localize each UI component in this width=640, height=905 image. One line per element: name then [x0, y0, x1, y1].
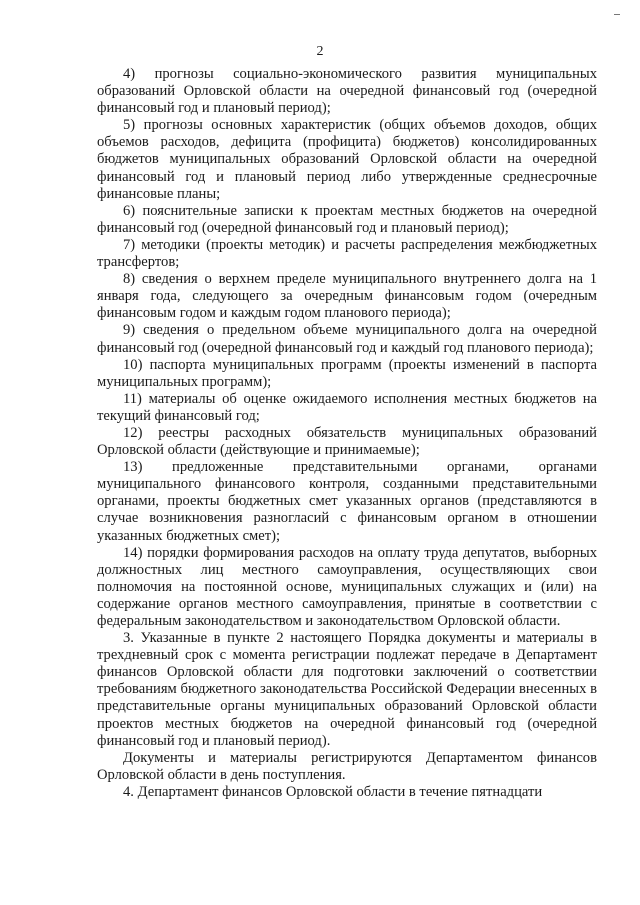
paragraph-section-4: 4. Департамент финансов Орловской области в течение пятнадцати — [123, 783, 543, 800]
document-body — [97, 66, 597, 801]
paragraph-item-10: 10) паспорта муниципальных программ (проекты изменений в паспорта муниципальных программ); — [97, 356, 597, 390]
paragraph-item-6: 6) пояснительные записки к проектам местных бюджетов на очередной финансовый год (очередной финансовый год и плановый период); — [97, 202, 597, 236]
paragraph-item-8: 8) сведения о верхнем пределе муниципального внутреннего долга на 1 января года, следующего за очередным финансовым годом (очередным финансовым годом и каждым годом планового периода); — [97, 271, 597, 322]
paragraph-item-13: 13) предложенные представительными органами, органами муниципального финансового контроля, созданными представительными органами, проекты бюджетных смет указанных органов (представляются в случае возникновения разногласий с финансовым органом в отношении указанных бюджетных смет); — [97, 459, 597, 544]
paragraph-section-3: 3. Указанные в пункте 2 настоящего Порядка документы и материалы в трехдневный срок с момента регистрации подлежат передаче в Департамент финансов Орловской области для подготовки заключений о соответствии требованиям бюджетного законодательства Российской Федерации внесенных в представительные органы муниципальных образований Орловской области проектов местных бюджетов на очередной финансовый год (очередной финансовый год и плановый период). — [97, 630, 597, 749]
paragraph-item-5: 5) прогнозы основных характеристик (общих объемов доходов, общих объемов расходов, дефицита (профицита) бюджетов) консолидированных бюджетов муниципальных образований Орловской области на очередной финансовый год и плановый период либо утвержденные среднесрочные финансовые планы; — [97, 117, 597, 202]
corner-mark — [614, 14, 620, 18]
page-number: 2 — [316, 44, 324, 59]
paragraph-item-9: 9) сведения о предельном объеме муниципального долга на очередной финансовый год (очередной финансовый год и каждый год планового периода); — [97, 322, 597, 356]
paragraph-item-14: 14) порядки формирования расходов на оплату труда депутатов, выборных должностных лиц местного самоуправления, осуществляющих свои полномочия на постоянной основе, муниципальных служащих и (или) на содержание органов местного самоуправления, принятые в соответствии с федеральным законодательством и законодательством Орловской области. — [97, 544, 597, 629]
paragraph-item-12: 12) реестры расходных обязательств муниципальных образований Орловской области (действующие и принимаемые); — [97, 424, 597, 459]
paragraph-item-4: 4) прогнозы социально-экономического развития муниципальных образований Орловской области на очередной финансовый год (очередной финансовый год и плановый период); — [97, 66, 597, 117]
paragraph-registration: Документы и материалы регистрируются Департаментом финансов Орловской области в день поступления. — [97, 749, 597, 783]
paragraph-item-7: 7) методики (проекты методик) и расчеты распределения межбюджетных трансфертов; — [97, 236, 597, 271]
paragraph-item-11: 11) материалы об оценке ожидаемого исполнения местных бюджетов на текущий финансовый год; — [97, 390, 597, 424]
